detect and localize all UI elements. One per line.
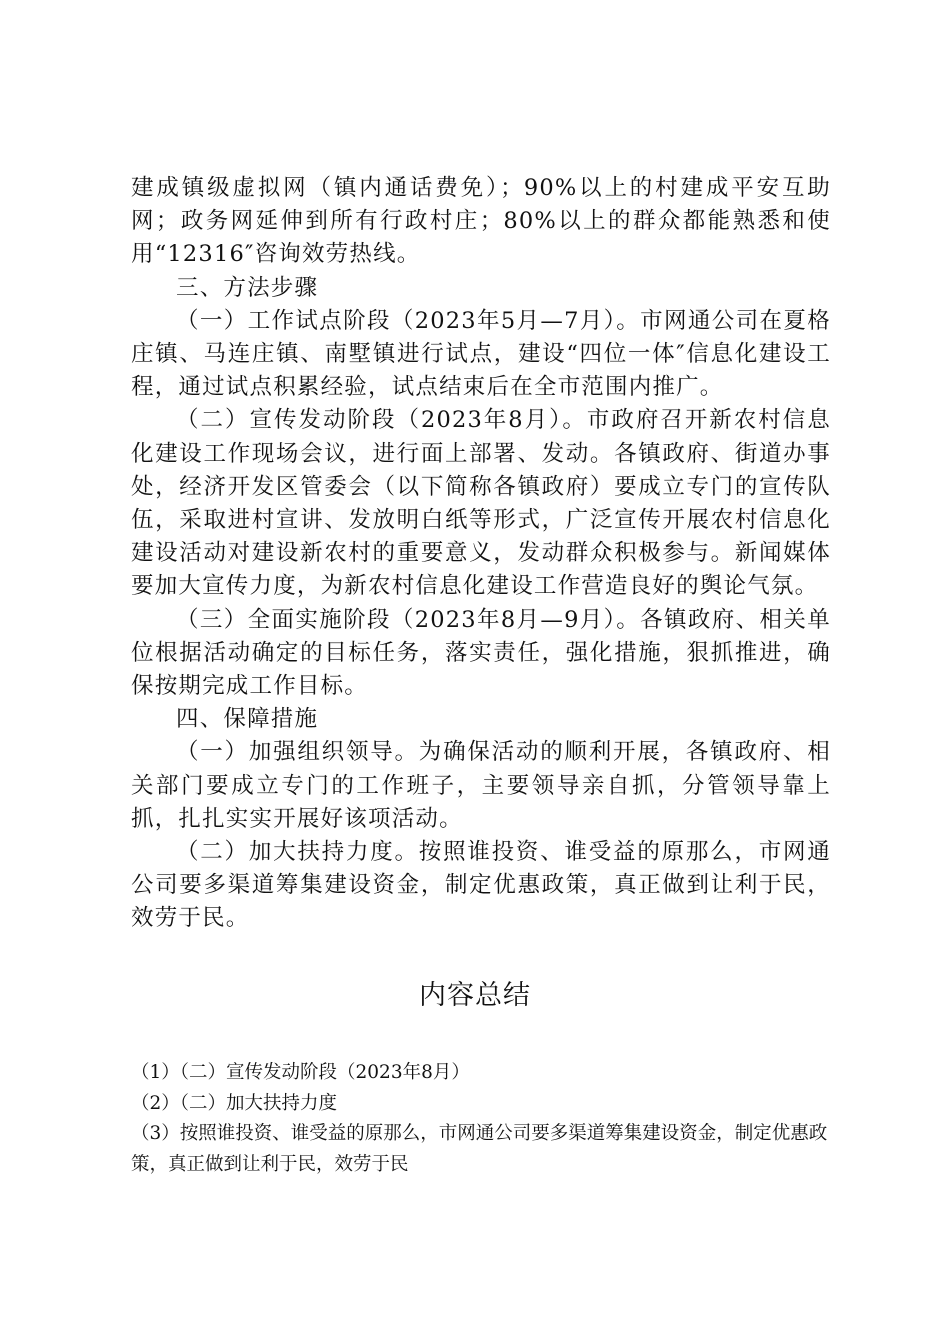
summary-item: （1）（二）宣传发动阶段（2023年8月）: [131, 1062, 470, 1083]
summary-item: （3）按照谁投资、谁受益的原那么，市网通公司要多渠道筹集建设资金，制定优惠政策，真正做到让利于民，效劳于民: [131, 1123, 828, 1175]
section-heading-methods: 三、方法步骤: [176, 274, 319, 301]
document-body: [131, 172, 831, 936]
paragraph-support: （二）加大扶持力度。按照谁投资、谁受益的原那么，市网通公司要多渠道筹集建设资金，制定优惠政策，真正做到让利于民，效劳于民。: [131, 839, 831, 932]
paragraph-continuation: 建成镇级虚拟网（镇内通话费免）；90%以上的村建成平安互助网；政务网延伸到所有行政村庄；80%以上的群众都能熟悉和使用“12316″咨询效劳热线。: [131, 175, 831, 268]
summary-list: [131, 1058, 831, 1180]
paragraph-organization: （一）加强组织领导。为确保活动的顺利开展，各镇政府、相关部门要成立专门的工作班子，主要领导亲自抓，分管领导靠上抓，扎扎实实开展好该项活动。: [131, 739, 831, 832]
section-heading-safeguards: 四、保障措施: [176, 706, 319, 733]
paragraph-implementation-stage: （三）全面实施阶段（2023年8月—9月）。各镇政府、相关单位根据活动确定的目标任务，落实责任，强化措施，狠抓推进，确保按期完成工作目标。: [131, 606, 831, 700]
summary-item: （2）（二）加大扶持力度: [131, 1092, 338, 1114]
paragraph-publicity-stage: （二）宣传发动阶段（2023年8月）。市政府召开新农村信息化建设工作现场会议，进行面上部署、发动。各镇政府、街道办事处，经济开发区管委会（以下简称各镇政府）要成立专门的宣传队伍，采取进村宣讲、发放明白纸等形式，广泛宣传开展农村信息化建设活动对建设新农村的重要意义，发动群众积极参与。新闻媒体要加大宣传力度，为新农村信息化建设工作营造良好的舆论气氛。: [131, 407, 831, 600]
summary-title: 内容总结: [419, 980, 531, 1011]
paragraph-pilot-stage: （一）工作试点阶段（2023年5月—7月）。市网通公司在夏格庄镇、马连庄镇、南墅镇进行试点，建设“四位一体″信息化建设工程，通过试点积累经验，试点结束后在全市范围内推广。: [131, 307, 831, 401]
